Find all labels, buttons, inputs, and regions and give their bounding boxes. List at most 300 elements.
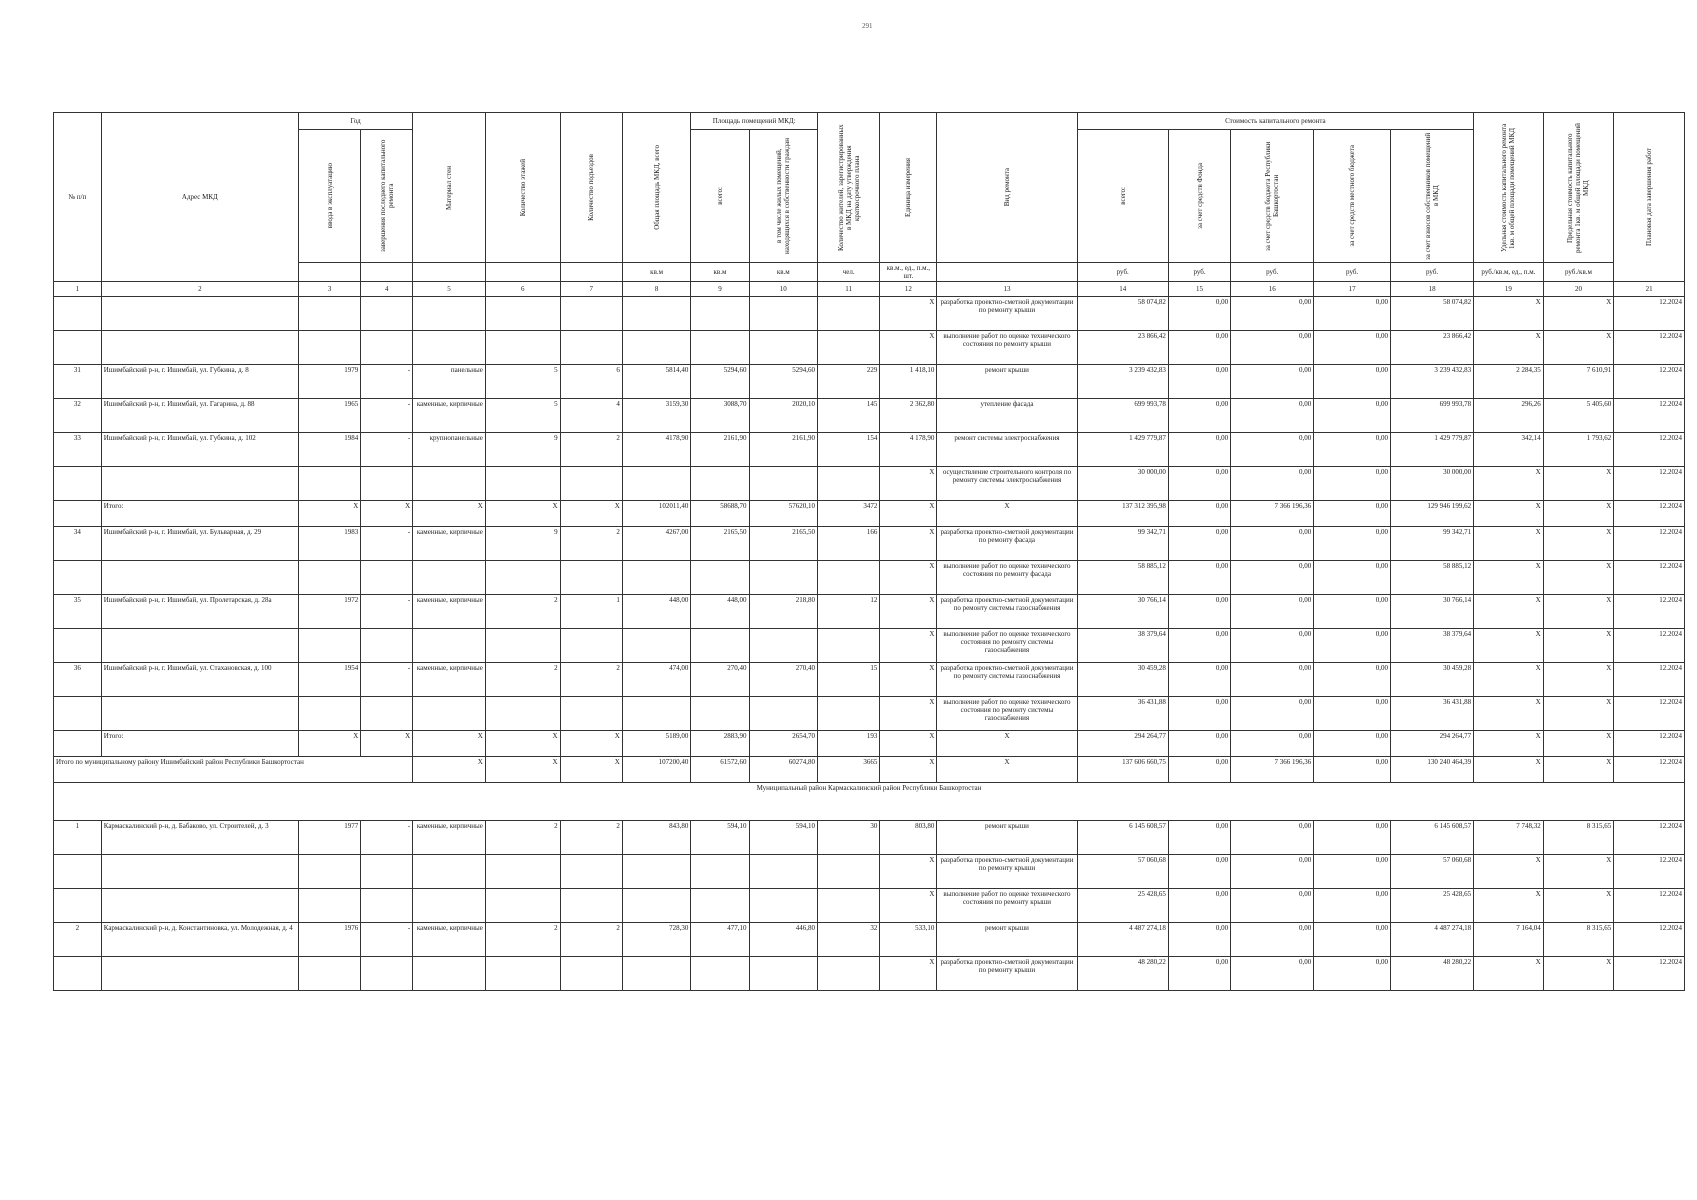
residents-cell: [818, 629, 880, 663]
premises-repair-cell: 57620,10: [749, 501, 818, 527]
unit-cost-cell: X: [1474, 731, 1544, 757]
deadline-cell: 12.2024: [1614, 501, 1685, 527]
cost-owners-cell: 4 487 274,18: [1391, 923, 1474, 957]
column-number: 5: [413, 282, 486, 297]
premises-total-cell: [691, 697, 749, 731]
total-row: [54, 501, 1685, 527]
row-number: 33: [54, 433, 102, 467]
cost-fund-cell: 0,00: [1168, 821, 1230, 855]
premises-total-cell: [691, 855, 749, 889]
entrances-cell: [560, 889, 622, 923]
year-commission-cell: 1984: [298, 433, 360, 467]
year-commission-cell: 1954: [298, 663, 360, 697]
total-row: [54, 731, 1685, 757]
residents-cell: [818, 889, 880, 923]
year-commission-cell: [298, 297, 360, 331]
cost-owners-cell: 58 074,82: [1391, 297, 1474, 331]
header-year-last-repair: завершения последнего капитального ремонта: [361, 130, 413, 263]
residents-cell: 32: [818, 923, 880, 957]
residents-cell: 166: [818, 527, 880, 561]
max-cost-cell: X: [1543, 297, 1614, 331]
unit-cell: X: [880, 331, 937, 365]
cost-local-cell: 0,00: [1314, 501, 1391, 527]
total-area-cell: 102011,40: [622, 501, 691, 527]
row-number: 34: [54, 527, 102, 561]
floors-cell: 5: [485, 399, 560, 433]
header-unit-cost: Удельная стоимость капитального ремонта 1кв. м общей площади помещений МКД: [1474, 113, 1544, 263]
cost-total-cell: 294 264,77: [1077, 731, 1168, 757]
wall-material-cell: [413, 855, 486, 889]
year-last-repair-cell: X: [361, 731, 413, 757]
unit-cell: X: [880, 527, 937, 561]
premises-total-cell: [691, 561, 749, 595]
unit-cell: X: [880, 757, 937, 783]
cost-fund-cell: 0,00: [1168, 433, 1230, 467]
premises-total-cell: 594,10: [691, 821, 749, 855]
deadline-cell: 12.2024: [1614, 757, 1685, 783]
unit-cell: X: [880, 561, 937, 595]
unit-cell: 4 178,90: [880, 433, 937, 467]
deadline-cell: 12.2024: [1614, 889, 1685, 923]
unit-cost-cell: X: [1474, 501, 1544, 527]
entrances-cell: [560, 855, 622, 889]
unit-cost-owners: руб.: [1391, 263, 1474, 282]
cost-owners-cell: 294 264,77: [1391, 731, 1474, 757]
cost-fund-cell: 0,00: [1168, 527, 1230, 561]
unit-cell: X: [880, 595, 937, 629]
unit-cell: 2 362,80: [880, 399, 937, 433]
address-cell: Кармаскалинский р-н, д. Константиновка, ул. Молодежная, д. 4: [101, 923, 298, 957]
deadline-cell: 12.2024: [1614, 731, 1685, 757]
floors-cell: [485, 467, 560, 501]
cost-local-cell: 0,00: [1314, 855, 1391, 889]
entrances-cell: [560, 561, 622, 595]
wall-material-cell: X: [413, 731, 486, 757]
residents-cell: 15: [818, 663, 880, 697]
cost-local-cell: 0,00: [1314, 365, 1391, 399]
cost-fund-cell: 0,00: [1168, 697, 1230, 731]
cost-republic-cell: 0,00: [1231, 957, 1314, 991]
address-cell: Итого:: [101, 731, 298, 757]
unit-cell: X: [880, 501, 937, 527]
unit-cell: X: [880, 467, 937, 501]
unit-cost-cell: X: [1474, 757, 1544, 783]
premises-repair-cell: [749, 855, 818, 889]
max-cost-cell: X: [1543, 731, 1614, 757]
year-commission-cell: [298, 889, 360, 923]
unit-cost-fund: руб.: [1168, 263, 1230, 282]
header-year-commission: ввода в эксплуатацию: [298, 130, 360, 263]
unit-residents: чел.: [818, 263, 880, 282]
cost-republic-cell: 0,00: [1231, 697, 1314, 731]
cost-total-cell: 137 606 660,75: [1077, 757, 1168, 783]
row-number: 35: [54, 595, 102, 629]
cost-republic-cell: 0,00: [1231, 399, 1314, 433]
deadline-cell: 12.2024: [1614, 561, 1685, 595]
residents-cell: 3472: [818, 501, 880, 527]
column-number: 8: [622, 282, 691, 297]
unit-cost-cell: X: [1474, 595, 1544, 629]
max-cost-cell: X: [1543, 501, 1614, 527]
premises-repair-cell: [749, 957, 818, 991]
work-type-cell: разработка проектно-сметной документации по ремонту крыши: [937, 297, 1077, 331]
entrances-cell: X: [560, 501, 622, 527]
cost-owners-cell: 36 431,88: [1391, 697, 1474, 731]
work-type-cell: разработка проектно-сметной документации по ремонту фасада: [937, 527, 1077, 561]
page-number: 291: [862, 22, 873, 30]
unit-total-area: кв.м: [622, 263, 691, 282]
header-address: Адрес МКД: [101, 113, 298, 282]
work-type-cell: выполнение работ по оценке технического состояния по ремонту фасада: [937, 561, 1077, 595]
deadline-cell: 12.2024: [1614, 923, 1685, 957]
column-number: 3: [298, 282, 360, 297]
work-type-cell: осуществление строительного контроля по ремонту системы электроснабжения: [937, 467, 1077, 501]
wall-material-cell: [413, 297, 486, 331]
total-area-cell: [622, 297, 691, 331]
column-number: 16: [1231, 282, 1314, 297]
address-cell: [101, 331, 298, 365]
total-area-cell: 5814,40: [622, 365, 691, 399]
header-cost-local: за счет средств местного бюджета: [1314, 130, 1391, 263]
cost-republic-cell: 0,00: [1231, 629, 1314, 663]
entrances-cell: [560, 697, 622, 731]
year-commission-cell: [298, 467, 360, 501]
column-number: 13: [937, 282, 1077, 297]
cost-total-cell: 137 312 395,98: [1077, 501, 1168, 527]
unit-max-cost: руб./кв.м: [1543, 263, 1614, 282]
max-cost-cell: X: [1543, 331, 1614, 365]
header-residents: Количество жителей, зарегистрированных в МКД на дату утверждения краткосрочного плана: [818, 113, 880, 263]
unit-cell: X: [880, 889, 937, 923]
residents-cell: [818, 957, 880, 991]
address-cell: Итого:: [101, 501, 298, 527]
header-work-type: Вид ремонта: [937, 113, 1077, 263]
unit-cost-cell: 7 748,32: [1474, 821, 1544, 855]
work-type-cell: выполнение работ по оценке технического состояния по ремонту крыши: [937, 331, 1077, 365]
row-number: [54, 629, 102, 663]
cost-total-cell: 1 429 779,87: [1077, 433, 1168, 467]
total-area-cell: 728,30: [622, 923, 691, 957]
section-row: [54, 783, 1685, 821]
column-number: 2: [101, 282, 298, 297]
work-row: [54, 855, 1685, 889]
max-cost-cell: X: [1543, 629, 1614, 663]
cost-owners-cell: 30 459,28: [1391, 663, 1474, 697]
cost-republic-cell: 0,00: [1231, 595, 1314, 629]
entrances-cell: 2: [560, 663, 622, 697]
year-last-repair-cell: -: [361, 663, 413, 697]
row-number: [54, 501, 102, 527]
work-type-cell: разработка проектно-сметной документации по ремонту системы газоснабжения: [937, 595, 1077, 629]
floors-cell: X: [485, 757, 560, 783]
cost-total-cell: 58 074,82: [1077, 297, 1168, 331]
floors-cell: X: [485, 731, 560, 757]
max-cost-cell: 8 315,65: [1543, 821, 1614, 855]
header-floors: Количество этажей: [485, 113, 560, 263]
year-commission-cell: X: [298, 501, 360, 527]
premises-repair-cell: [749, 331, 818, 365]
cost-fund-cell: 0,00: [1168, 889, 1230, 923]
work-row: [54, 957, 1685, 991]
deadline-cell: 12.2024: [1614, 331, 1685, 365]
section-title: Муниципальный район Кармаскалинский район Республики Башкортостан: [54, 783, 1685, 821]
residents-cell: 154: [818, 433, 880, 467]
floors-cell: 2: [485, 923, 560, 957]
premises-total-cell: 2161,90: [691, 433, 749, 467]
max-cost-cell: 1 793,62: [1543, 433, 1614, 467]
cost-fund-cell: 0,00: [1168, 629, 1230, 663]
residents-cell: 30: [818, 821, 880, 855]
premises-repair-cell: [749, 629, 818, 663]
cost-fund-cell: 0,00: [1168, 365, 1230, 399]
premises-repair-cell: 594,10: [749, 821, 818, 855]
residents-cell: [818, 331, 880, 365]
header-entrances: Количество подъездов: [560, 113, 622, 263]
year-last-repair-cell: [361, 889, 413, 923]
wall-material-cell: [413, 697, 486, 731]
column-number: 21: [1614, 282, 1685, 297]
year-commission-cell: [298, 957, 360, 991]
premises-repair-cell: 60274,80: [749, 757, 818, 783]
residents-cell: 145: [818, 399, 880, 433]
max-cost-cell: X: [1543, 889, 1614, 923]
cost-republic-cell: 0,00: [1231, 433, 1314, 467]
floors-cell: 9: [485, 433, 560, 467]
cost-republic-cell: 0,00: [1231, 331, 1314, 365]
unit-cost-cell: X: [1474, 561, 1544, 595]
deadline-cell: 12.2024: [1614, 399, 1685, 433]
entrances-cell: [560, 957, 622, 991]
deadline-cell: 12.2024: [1614, 821, 1685, 855]
cost-owners-cell: 130 240 464,39: [1391, 757, 1474, 783]
total-area-cell: 474,00: [622, 663, 691, 697]
unit-cell: X: [880, 855, 937, 889]
cost-republic-cell: 0,00: [1231, 663, 1314, 697]
unit-cost-cell: X: [1474, 331, 1544, 365]
unit-cost-cell: 2 284,35: [1474, 365, 1544, 399]
entrances-cell: 2: [560, 433, 622, 467]
total-area-cell: [622, 889, 691, 923]
year-last-repair-cell: [361, 855, 413, 889]
address-cell: Ишимбайский р-н, г. Ишимбай, ул. Губкина, д. 102: [101, 433, 298, 467]
row-number: [54, 467, 102, 501]
cost-total-cell: 4 487 274,18: [1077, 923, 1168, 957]
floors-cell: X: [485, 501, 560, 527]
column-number: 18: [1391, 282, 1474, 297]
premises-repair-cell: [749, 561, 818, 595]
cost-local-cell: 0,00: [1314, 663, 1391, 697]
unit-unit: кв.м., ед., п.м., шт.: [880, 263, 937, 282]
year-commission-cell: [298, 697, 360, 731]
cost-total-cell: 6 145 608,57: [1077, 821, 1168, 855]
address-cell: [101, 297, 298, 331]
cost-total-cell: 699 993,78: [1077, 399, 1168, 433]
total-area-cell: [622, 957, 691, 991]
work-row: [54, 331, 1685, 365]
residents-cell: [818, 561, 880, 595]
total-area-cell: [622, 855, 691, 889]
premises-total-cell: 61572,60: [691, 757, 749, 783]
residents-cell: [818, 697, 880, 731]
entrances-cell: [560, 331, 622, 365]
wall-material-cell: крупнопанельные: [413, 433, 486, 467]
deadline-cell: 12.2024: [1614, 957, 1685, 991]
max-cost-cell: X: [1543, 467, 1614, 501]
unit-cell: X: [880, 297, 937, 331]
cost-owners-cell: 23 866,42: [1391, 331, 1474, 365]
deadline-cell: 12.2024: [1614, 297, 1685, 331]
entrances-cell: [560, 297, 622, 331]
year-commission-cell: 1965: [298, 399, 360, 433]
premises-repair-cell: 270,40: [749, 663, 818, 697]
unit-cost-cell: X: [1474, 663, 1544, 697]
header-cost-fund: за счет средств Фонда: [1168, 130, 1230, 263]
cost-local-cell: 0,00: [1314, 561, 1391, 595]
cost-total-cell: 30 766,14: [1077, 595, 1168, 629]
floors-cell: [485, 629, 560, 663]
unit-unit-cost: руб./кв.м, ед., п.м.: [1474, 263, 1544, 282]
premises-total-cell: 58688,70: [691, 501, 749, 527]
unit-cost-republic: руб.: [1231, 263, 1314, 282]
address-cell: [101, 855, 298, 889]
year-last-repair-cell: X: [361, 501, 413, 527]
unit-cell: X: [880, 697, 937, 731]
max-cost-cell: X: [1543, 561, 1614, 595]
year-commission-cell: [298, 331, 360, 365]
row-number: [54, 957, 102, 991]
year-last-repair-cell: -: [361, 821, 413, 855]
row-number: [54, 855, 102, 889]
entrances-cell: 2: [560, 923, 622, 957]
year-last-repair-cell: [361, 697, 413, 731]
year-last-repair-cell: [361, 297, 413, 331]
premises-repair-cell: 2165,50: [749, 527, 818, 561]
premises-total-cell: [691, 889, 749, 923]
work-row: [54, 629, 1685, 663]
house-row: [54, 663, 1685, 697]
unit-cost-cell: X: [1474, 467, 1544, 501]
cost-local-cell: 0,00: [1314, 697, 1391, 731]
unit-cell: X: [880, 629, 937, 663]
cost-local-cell: 0,00: [1314, 399, 1391, 433]
unit-cost-total: руб.: [1077, 263, 1168, 282]
premises-total-cell: 3088,70: [691, 399, 749, 433]
unit-premises-repair: кв.м: [749, 263, 818, 282]
premises-repair-cell: 2020,10: [749, 399, 818, 433]
cost-total-cell: 99 342,71: [1077, 527, 1168, 561]
entrances-cell: 4: [560, 399, 622, 433]
year-last-repair-cell: -: [361, 923, 413, 957]
residents-cell: 3665: [818, 757, 880, 783]
year-commission-cell: [298, 855, 360, 889]
column-number: 1: [54, 282, 102, 297]
cost-local-cell: 0,00: [1314, 923, 1391, 957]
work-type-cell: ремонт системы электроснабжения: [937, 433, 1077, 467]
header-unit: Единица измерения: [880, 113, 937, 263]
address-cell: [101, 697, 298, 731]
total-area-cell: [622, 561, 691, 595]
cost-local-cell: 0,00: [1314, 629, 1391, 663]
wall-material-cell: X: [413, 501, 486, 527]
year-commission-cell: [298, 561, 360, 595]
max-cost-cell: X: [1543, 697, 1614, 731]
year-commission-cell: 1977: [298, 821, 360, 855]
column-number: 15: [1168, 282, 1230, 297]
unit-cell: X: [880, 663, 937, 697]
year-commission-cell: 1972: [298, 595, 360, 629]
cost-total-cell: 57 060,68: [1077, 855, 1168, 889]
max-cost-cell: X: [1543, 527, 1614, 561]
wall-material-cell: [413, 629, 486, 663]
premises-total-cell: 5294,60: [691, 365, 749, 399]
cost-owners-cell: 129 946 199,62: [1391, 501, 1474, 527]
cost-fund-cell: 0,00: [1168, 855, 1230, 889]
column-number: 7: [560, 282, 622, 297]
cost-republic-cell: 0,00: [1231, 731, 1314, 757]
floors-cell: 5: [485, 365, 560, 399]
header-max-cost: Предельная стоимость капитального ремонта 1кв. м общей площади помещений МКД: [1543, 113, 1614, 263]
cost-local-cell: 0,00: [1314, 331, 1391, 365]
premises-total-cell: [691, 629, 749, 663]
unit-cost-cell: X: [1474, 527, 1544, 561]
header-cost-republic: за счет средств бюджета Республики Башкортостан: [1231, 130, 1314, 263]
cost-local-cell: 0,00: [1314, 527, 1391, 561]
cost-fund-cell: 0,00: [1168, 467, 1230, 501]
wall-material-cell: каменные, кирпичные: [413, 595, 486, 629]
row-number: [54, 561, 102, 595]
unit-cost-cell: X: [1474, 297, 1544, 331]
residents-cell: 229: [818, 365, 880, 399]
year-commission-cell: [298, 629, 360, 663]
cost-fund-cell: 0,00: [1168, 595, 1230, 629]
cost-total-cell: 48 280,22: [1077, 957, 1168, 991]
house-row: [54, 399, 1685, 433]
premises-total-cell: [691, 297, 749, 331]
header-premises-repair: в том числе жилых помещений, находящихся в собственности граждан: [749, 130, 818, 263]
premises-repair-cell: [749, 697, 818, 731]
wall-material-cell: [413, 467, 486, 501]
cost-republic-cell: 0,00: [1231, 365, 1314, 399]
floors-cell: 2: [485, 595, 560, 629]
row-number: [54, 331, 102, 365]
floors-cell: 2: [485, 821, 560, 855]
cost-local-cell: 0,00: [1314, 957, 1391, 991]
total-area-cell: 3159,30: [622, 399, 691, 433]
work-type-cell: ремонт крыши: [937, 365, 1077, 399]
max-cost-cell: X: [1543, 757, 1614, 783]
work-type-cell: разработка проектно-сметной документации по ремонту крыши: [937, 957, 1077, 991]
cost-republic-cell: 0,00: [1231, 889, 1314, 923]
floors-cell: 9: [485, 527, 560, 561]
residents-cell: 193: [818, 731, 880, 757]
cost-owners-cell: 99 342,71: [1391, 527, 1474, 561]
work-type-cell: утепление фасада: [937, 399, 1077, 433]
column-numbers-row: [54, 282, 1685, 297]
cost-republic-cell: 0,00: [1231, 855, 1314, 889]
grand-total-label: Итого по муниципальному району Ишимбайский район Республики Башкортостан: [54, 757, 413, 783]
floors-cell: 2: [485, 663, 560, 697]
deadline-cell: 12.2024: [1614, 629, 1685, 663]
deadline-cell: 12.2024: [1614, 697, 1685, 731]
wall-material-cell: панельные: [413, 365, 486, 399]
total-area-cell: 4267,00: [622, 527, 691, 561]
wall-material-cell: [413, 331, 486, 365]
address-cell: Ишимбайский р-н, г. Ишимбай, ул. Пролетарская, д. 28а: [101, 595, 298, 629]
cost-republic-cell: 7 366 196,36: [1231, 501, 1314, 527]
row-number: [54, 731, 102, 757]
header-cost-group: Стоимость капитального ремонта: [1077, 113, 1474, 130]
cost-republic-cell: 7 366 196,36: [1231, 757, 1314, 783]
